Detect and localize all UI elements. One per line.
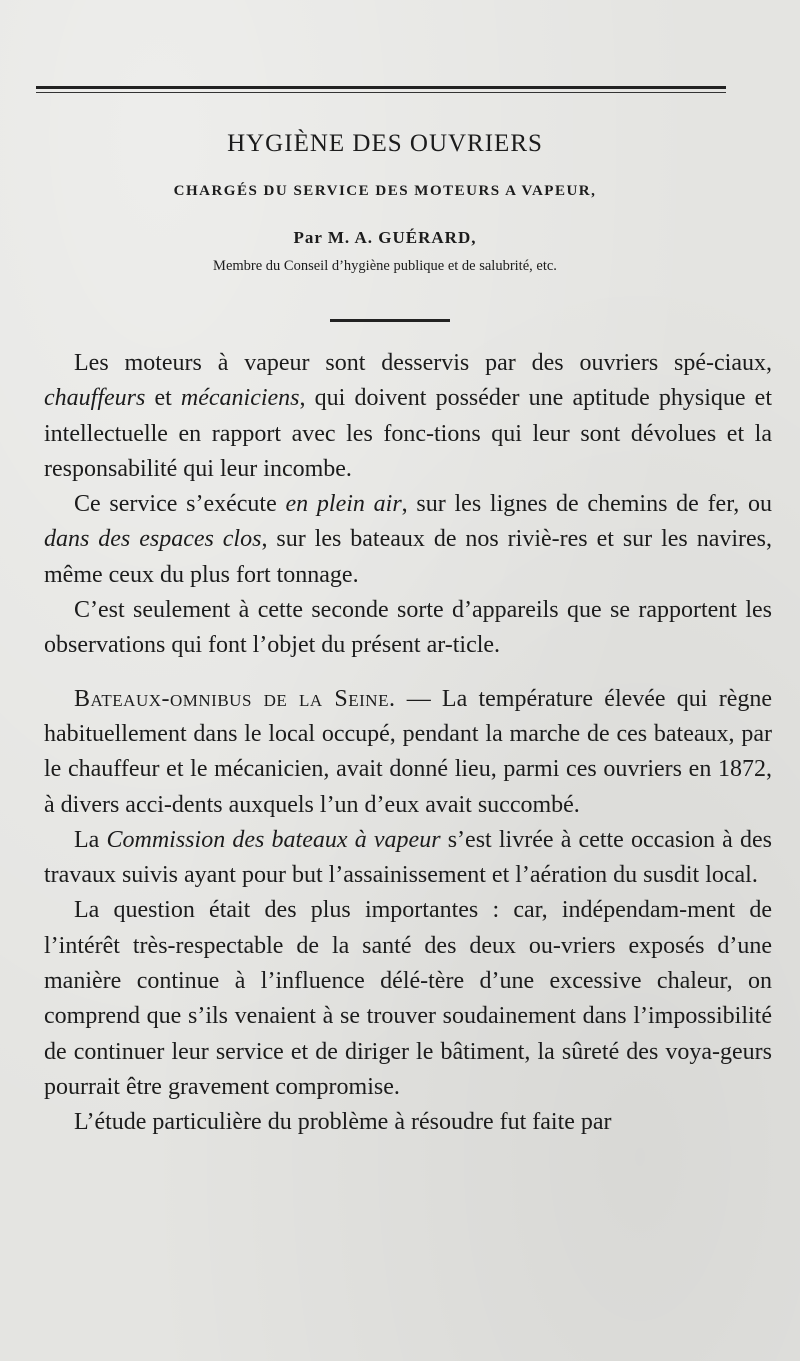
paragraph-7: L’étude particulière du problème à résoudre fut faite par: [74, 1109, 612, 1136]
paragraph-2-italic-espaces-clos: dans des espaces clos: [44, 526, 262, 553]
paragraph-5-italic-commission: Commission des bateaux à vapeur: [106, 826, 441, 853]
paragraph-5-text-a: La: [74, 826, 107, 853]
paragraph-3: C’est seulement à cette seconde sorte d’appareils que se rapportent les observations qui font l’objet du présent ar-ticle.: [44, 597, 772, 659]
section-heading-bateaux-omnibus: Bateaux-omnibus de la Seine.: [74, 685, 396, 712]
author-affiliation: Membre du Conseil d’hygiène publique et de salubrité, etc.: [213, 258, 557, 274]
paragraph-2-italic-plein-air: en plein air: [285, 491, 402, 518]
paragraph-2-text-e: , sur les bateaux de nos riviè-res et sur les navires, même ceux du plus fort tonnage.: [44, 526, 772, 588]
paragraph-4: [44, 682, 772, 823]
paragraph-1-text-e: , qui doivent posséder une aptitude physique et intellectuelle en rapport avec les fonc-tions qui leur sont dévolues et la responsabilité qui leur incombe.: [44, 385, 772, 482]
paragraph-1-text-c: et: [145, 385, 181, 412]
article-title: HYGIÈNE DES OUVRIERS: [227, 130, 543, 157]
article-body: [44, 346, 772, 1141]
paragraph-2-text-c: , sur les lignes de chemins de fer, ou: [401, 491, 773, 518]
paragraph-6: La question était des plus importantes : car, indépendam-ment de l’intérêt très-respectable de la santé des deux ou-vriers exposés d’une manière continue à l’influence délé-tère d’une excessive chaleur, on comprend que s’ils venaient à se trouver soudainement dans l’impossibilité de continuer leur service et de diriger le bâtiment, la sûreté des voya-geurs pourrait être gravement compromise.: [44, 897, 772, 1100]
paragraph-1-text-a: Les moteurs à vapeur sont desservis par des ouvriers spé-ciaux,: [74, 350, 772, 376]
paragraph-5-text-c: s’est livrée à cette occasion à des travaux suivis ayant pour but l’assainissement et l’aération du susdit local.: [44, 826, 772, 889]
top-rule-thin: [36, 92, 726, 93]
article-subtitle: CHARGÉS DU SERVICE DES MOTEURS A VAPEUR,: [173, 183, 597, 199]
paragraph-1-italic-mecaniciens: mécaniciens: [180, 385, 300, 412]
paragraph-1: [44, 346, 772, 487]
paragraph-5: [44, 823, 772, 894]
top-rule: [36, 86, 726, 89]
section-rule: [330, 319, 450, 322]
paragraph-4-text: — La température élevée qui règne habituellement dans le local occupé, pendant la marche de ces bateaux, par le chauffeur et le mécanicien, avait donné lieu, parmi ces ouvriers en 1872, à divers acci-dents auxquels l’un d’eux avait succombé.: [44, 685, 772, 818]
article-author: Par M. A. GUÉRARD,: [293, 228, 477, 247]
paragraph-1-italic-chauffeurs: chauffeurs: [44, 385, 146, 412]
paragraph-2-text-a: Ce service s’exécute: [74, 491, 286, 518]
paragraph-2: [44, 487, 772, 593]
